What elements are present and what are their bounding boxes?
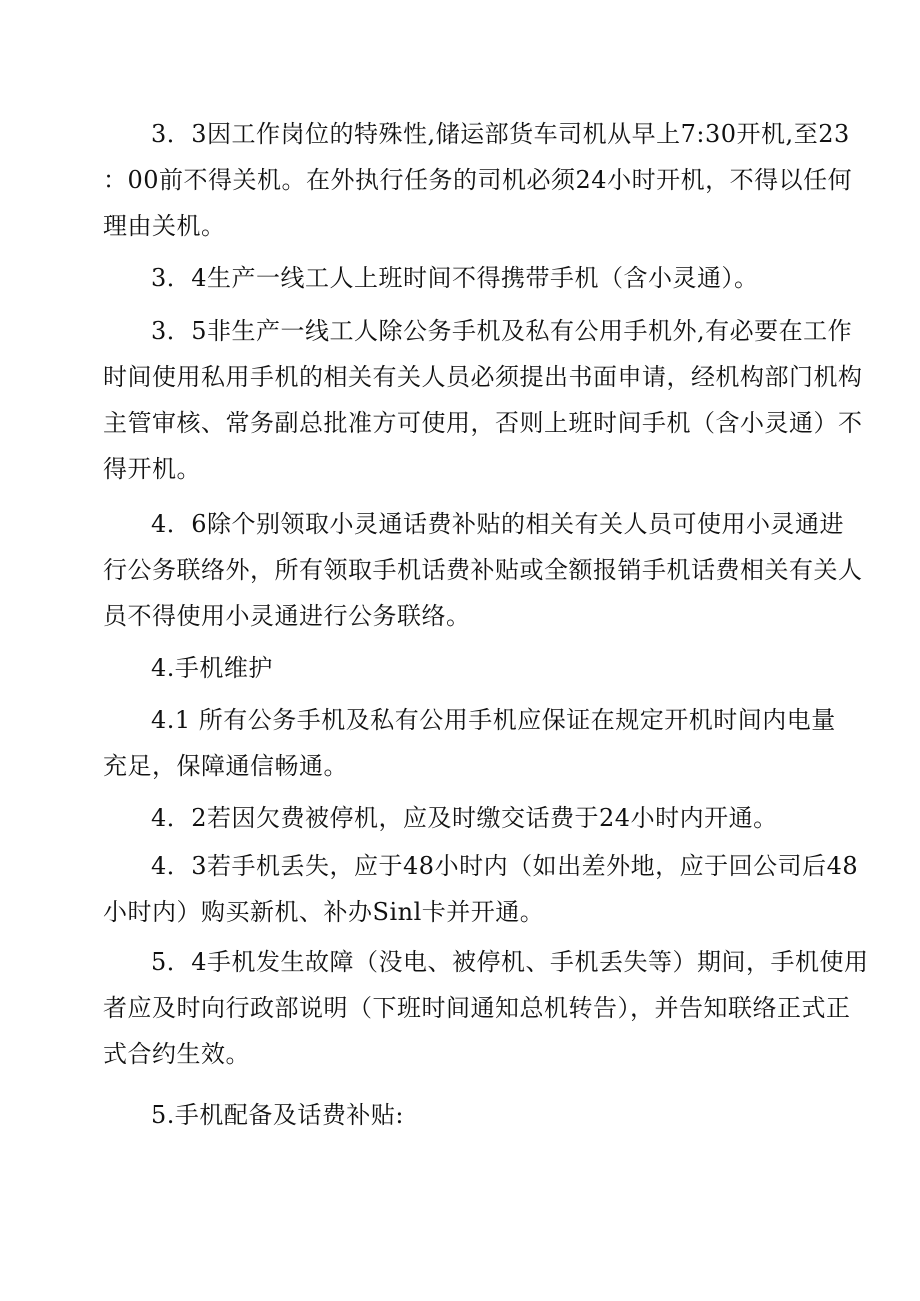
text-line: 行公务联络外，所有领取手机话费补贴或全额报销手机话费相关有关人 <box>103 556 863 584</box>
text-line: 3．3因工作岗位的特殊性,储运部货车司机从早上7:30开机,至23 <box>151 120 850 148</box>
text-line: ：00前不得关机。在外执行任务的司机必须24小时开机，不得以任何 <box>103 166 853 194</box>
text-line: 员不得使用小灵通进行公务联络。 <box>103 602 471 630</box>
text-line: 3．5非生产一线工人除公务手机及私有公用手机外,有必要在工作 <box>151 317 853 345</box>
text-line: 4.1 所有公务手机及私有公用手机应保证在规定开机时间内电量 <box>151 706 836 734</box>
text-line: 得开机。 <box>103 455 201 483</box>
text-line: 小时内）购买新机、补办Sinl卡并开通。 <box>103 898 545 926</box>
paragraph-4-1 <box>103 697 836 789</box>
text-line: 充足，保障通信畅通。 <box>103 752 348 780</box>
paragraph-4-2 <box>103 795 821 841</box>
paragraph-4-3 <box>103 843 859 935</box>
text-line: 5．4手机发生故障（没电、被停机、手机丢失等）期间，手机使用 <box>151 948 869 976</box>
text-line: 4．2若因欠费被停机，应及时缴交话费于24小时内开通。 <box>151 804 778 832</box>
text-line: 者应及时向行政部说明（下班时间通知总机转告），并告知联络正式正 <box>103 994 851 1022</box>
text-line: 式合约生效。 <box>103 1040 250 1068</box>
section-heading: 5.手机配备及话费补贴: <box>151 1101 404 1129</box>
paragraph-3-4 <box>103 255 821 301</box>
paragraph-3-3 <box>103 111 853 249</box>
text-line: 4．3若手机丢失，应于48小时内（如出差外地，应于回公司后48 <box>151 852 859 880</box>
text-line: 4．6除个别领取小灵通话费补贴的相关有关人员可使用小灵通进 <box>151 510 845 538</box>
paragraph-5-4 <box>103 939 869 1077</box>
text-line: 时间使用私用手机的相关有关人员必须提出书面申请，经机构部门机构 <box>103 363 863 391</box>
section-heading: 4.手机维护 <box>151 654 273 682</box>
text-line: 理由关机。 <box>103 212 226 240</box>
paragraph-4-heading <box>103 645 821 691</box>
paragraph-5-heading <box>103 1092 821 1138</box>
paragraph-4-6 <box>103 501 863 639</box>
text-line: 3．4生产一线工人上班时间不得携带手机（含小灵通）。 <box>151 264 759 292</box>
text-line: 主管审核、常务副总批准方可使用，否则上班时间手机（含小灵通）不 <box>103 409 863 437</box>
paragraph-3-5 <box>103 308 863 492</box>
